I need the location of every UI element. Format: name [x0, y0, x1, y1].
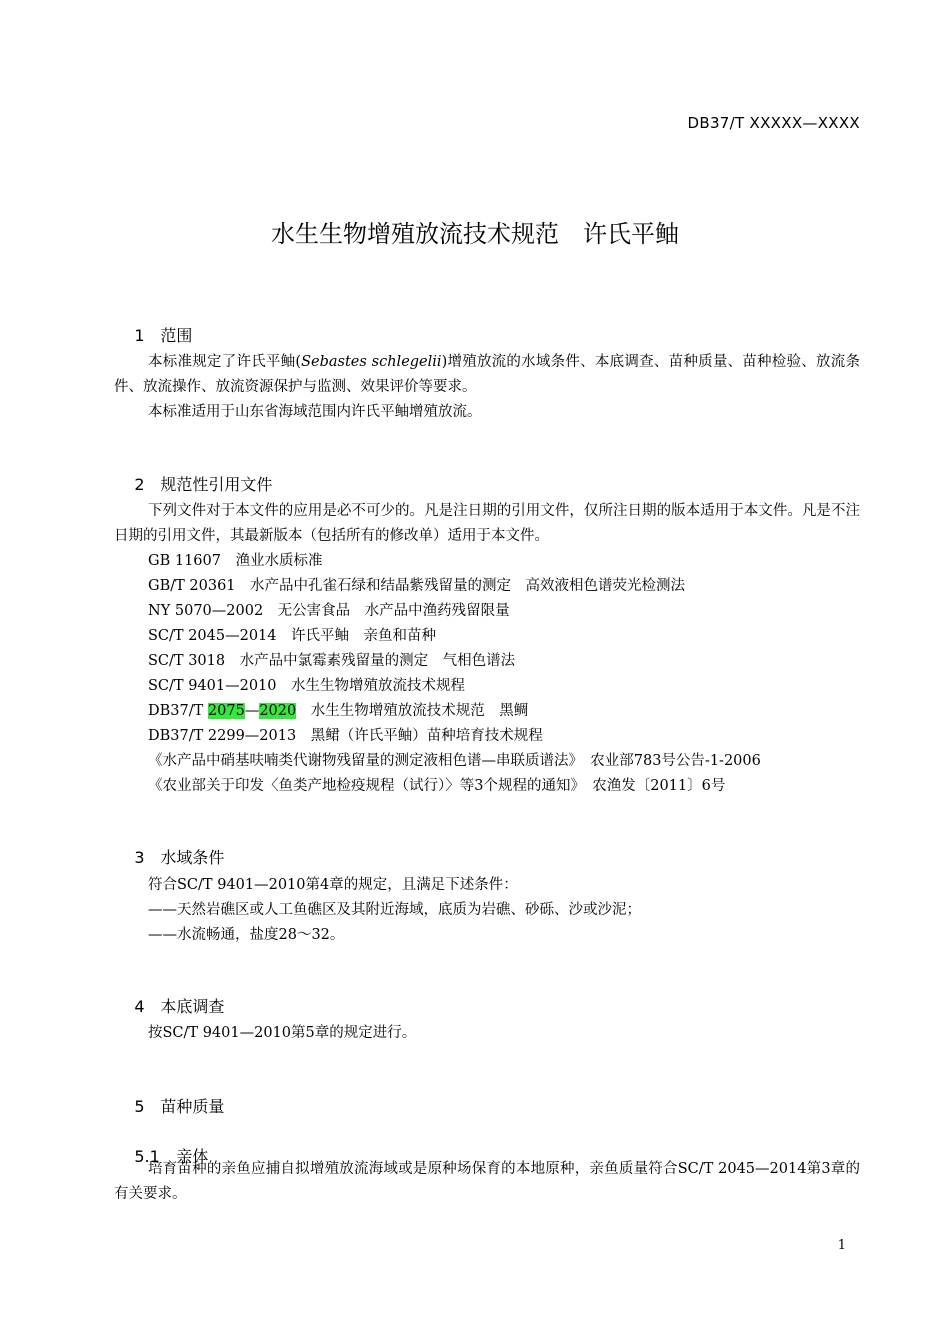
water-condition-line: ——水流畅通，盐度28～32。	[148, 927, 345, 943]
section-title: 水域条件	[160, 848, 225, 867]
reference-item: 《农业部关于印发〈鱼类产地检疫规程（试行）〉等3个规程的通知》 农渔发〔2011〕6号	[148, 778, 726, 794]
section-title: 本底调查	[160, 997, 225, 1016]
reference-item: NY 5070—2002 无公害食品 水产品中渔药残留限量	[148, 603, 510, 619]
subsection-title: 亲体	[176, 1147, 209, 1166]
water-condition-line: 符合SC/T 9401—2010第4章的规定，且满足下述条件：	[148, 877, 518, 893]
section-number: 4	[134, 997, 145, 1016]
text-run: )增殖放流的水域条件、本底调查、苗种质量、苗种检验、放流条件、放流操作、放流资源保护与监测、效果评价等要求。	[114, 354, 860, 395]
text-run: 本标准规定了许氏平鲉(	[148, 354, 302, 370]
section-title: 规范性引用文件	[160, 475, 273, 494]
reference-item: GB/T 20361 水产品中孔雀石绿和结晶紫残留量的测定 高效液相色谱荧光检测法	[148, 578, 686, 594]
reference-item: SC/T 9401—2010 水生生物增殖放流技术规程	[148, 678, 465, 694]
subsection-number: 5.1	[134, 1147, 160, 1166]
reference-item: GB 11607 渔业水质标准	[148, 553, 323, 569]
text-run: —	[244, 703, 260, 719]
section-number: 2	[134, 475, 145, 494]
section-title: 苗种质量	[160, 1097, 225, 1116]
section-number: 1	[134, 326, 145, 345]
scope-paragraph-2: 本标准适用于山东省海域范围内许氏平鲉增殖放流。	[148, 404, 482, 420]
text-run: DB37/T	[148, 703, 208, 719]
broodstock-paragraph: 培育苗种的亲鱼应捕自拟增殖放流海域或是原种场保育的本地原种，亲鱼质量符合SC/T 2045—2014第3章的有关要求。	[114, 1161, 860, 1202]
reference-item: 《水产品中硝基呋喃类代谢物残留量的测定液相色谱—串联质谱法》 农业部783号公告-1-2006	[148, 753, 761, 769]
reference-item: SC/T 3018 水产品中氯霉素残留量的测定 气相色谱法	[148, 653, 516, 669]
references-intro: 下列文件对于本文件的应用是必不可少的。凡是注日期的引用文件，仅所注日期的版本适用于本文件。凡是不注日期的引用文件，其最新版本（包括所有的修改单）适用于本文件。	[114, 503, 860, 544]
highlighted-text: 2020	[259, 703, 297, 719]
scope-paragraph-1	[114, 350, 860, 400]
text-run: 水生生物增殖放流技术规范 黑鲷	[296, 703, 529, 719]
document-code: DB37/T XXXXX—XXXX	[687, 114, 860, 132]
water-condition-line: ——天然岩礁区或人工鱼礁区及其附近海域，底质为岩礁、砂砾、沙或沙泥；	[148, 902, 641, 918]
baseline-survey-text: 按SC/T 9401—2010第5章的规定进行。	[148, 1025, 417, 1041]
document-title: 水生生物增殖放流技术规范 许氏平鲉	[271, 220, 679, 248]
section-number: 5	[134, 1097, 145, 1116]
reference-item-db37-2075	[148, 699, 528, 724]
section-number: 3	[134, 848, 145, 867]
reference-item: DB37/T 2299—2013 黑鲪（许氏平鲉）苗种培育技术规程	[148, 728, 543, 744]
section-title: 范围	[160, 326, 193, 345]
species-latin-name: Sebastes schlegelii	[301, 354, 442, 370]
reference-item: SC/T 2045—2014 许氏平鲉 亲鱼和苗种	[148, 628, 436, 644]
page-number: 1	[837, 1238, 846, 1253]
highlighted-text: 2075	[207, 703, 245, 719]
